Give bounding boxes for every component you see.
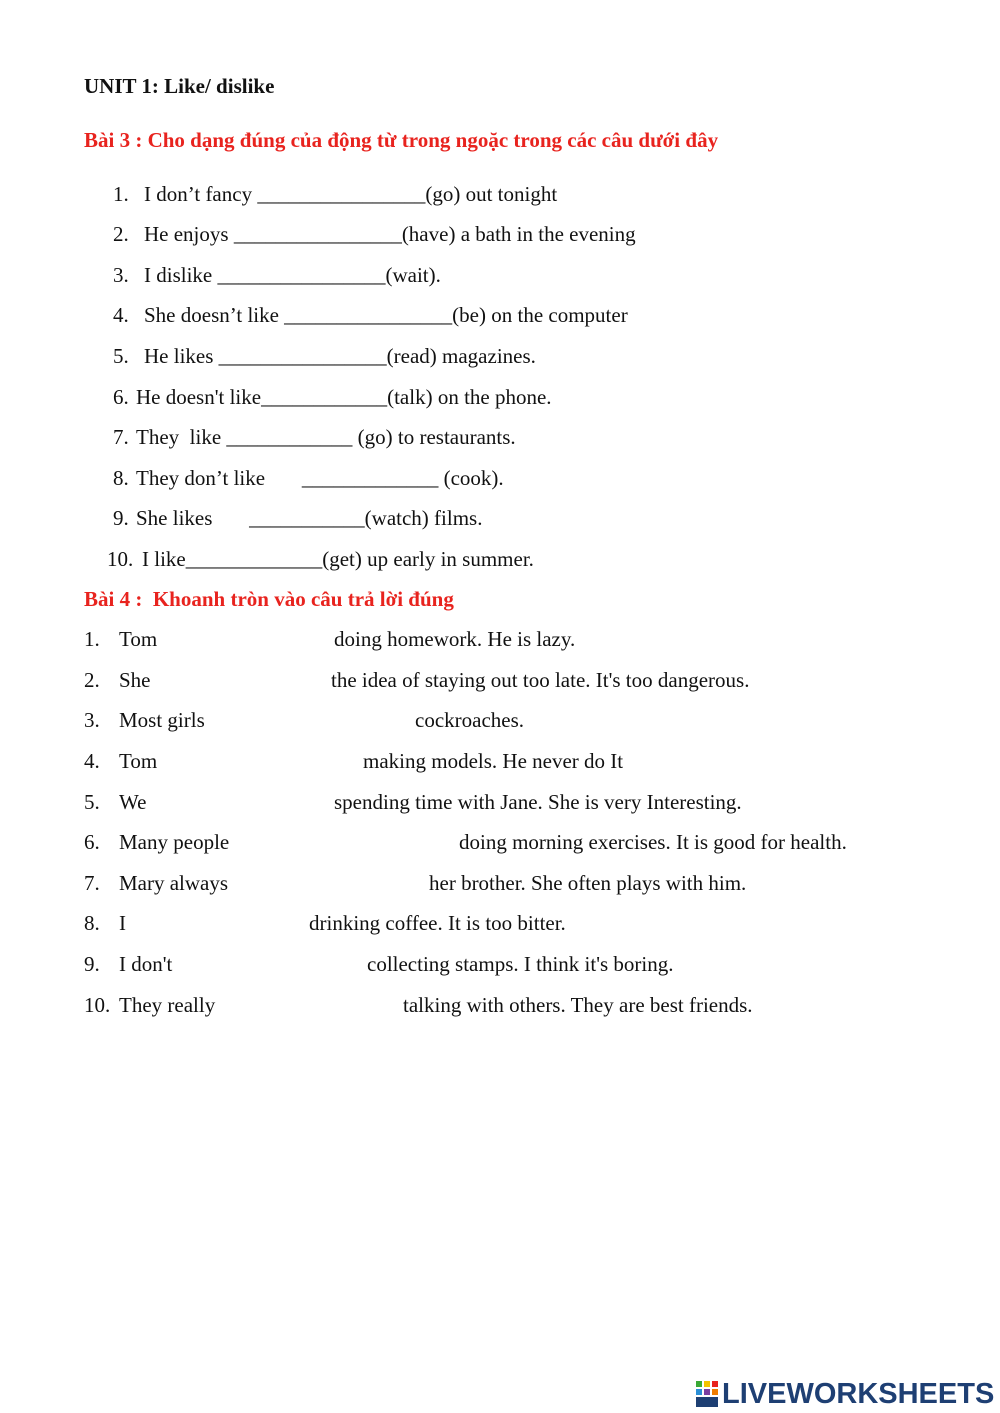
item-number: 10. <box>84 993 111 1017</box>
logo-text: LIVEWORKSHEETS <box>722 1377 995 1410</box>
item-subject: Tom <box>119 627 158 651</box>
item-subject: Tom <box>119 749 158 773</box>
item-number: 2. <box>84 668 100 692</box>
item-subject: We <box>119 790 147 814</box>
item-number: 8. <box>113 466 129 490</box>
item-text: They like ____________ (go) to restaurants. <box>136 425 516 449</box>
liveworksheets-logo <box>696 1378 994 1410</box>
item-rest: drinking coffee. It is too bitter. <box>309 911 566 935</box>
item-rest: spending time with Jane. She is very Interesting. <box>334 790 742 814</box>
item-number: 6. <box>113 385 129 409</box>
unit-title: UNIT 1: Like/ dislike <box>84 74 275 98</box>
liveworksheets-logo-icon <box>696 1381 718 1407</box>
item-text: He likes ________________(read) magazines. <box>144 344 536 368</box>
item-number: 7. <box>84 871 100 895</box>
item-number: 7. <box>113 425 129 449</box>
item-number: 2. <box>113 222 129 246</box>
item-subject: I don't <box>119 952 173 976</box>
item-subject: Mary always <box>119 871 229 895</box>
item-text: He enjoys ________________(have) a bath in the evening <box>144 222 636 246</box>
item-subject: I <box>119 911 126 935</box>
item-rest: doing homework. He is lazy. <box>334 627 576 651</box>
item-number: 5. <box>113 344 129 368</box>
item-number: 3. <box>84 708 100 732</box>
exercise-3-heading: Bài 3 : Cho dạng đúng của động từ trong ngoặc trong các câu dưới đây <box>84 128 719 152</box>
item-rest: collecting stamps. I think it's boring. <box>367 952 674 976</box>
item-number: 4. <box>84 749 100 773</box>
item-text: I like_____________(get) up early in summer. <box>142 547 534 571</box>
item-rest: making models. He never do It <box>363 749 624 773</box>
item-number: 6. <box>84 830 100 854</box>
item-rest: her brother. She often plays with him. <box>429 871 747 895</box>
item-subject: Many people <box>119 830 230 854</box>
item-number: 8. <box>84 911 100 935</box>
item-number: 4. <box>113 303 129 327</box>
item-rest: cockroaches. <box>415 708 525 732</box>
item-text: They don’t like _____________ (cook). <box>136 466 504 490</box>
item-number: 10. <box>107 547 134 571</box>
item-text: I dislike ________________(wait). <box>144 263 441 287</box>
exercise-4-heading: Bài 4 : Khoanh tròn vào câu trả lời đúng <box>84 587 454 611</box>
item-text: She doesn’t like ________________(be) on the computer <box>144 303 628 327</box>
item-number: 9. <box>84 952 100 976</box>
item-subject: She <box>119 668 151 692</box>
item-text: She likes ___________(watch) films. <box>136 506 483 530</box>
item-text: I don’t fancy ________________(go) out tonight <box>144 182 558 206</box>
item-number: 9. <box>113 506 129 530</box>
item-text: He doesn't like____________(talk) on the phone. <box>136 385 552 409</box>
item-number: 3. <box>113 263 129 287</box>
item-rest: the idea of staying out too late. It's too dangerous. <box>331 668 750 692</box>
item-number: 1. <box>84 627 100 651</box>
item-rest: doing morning exercises. It is good for health. <box>459 830 847 854</box>
item-subject: They really <box>119 993 216 1017</box>
item-rest: talking with others. They are best friends. <box>403 993 753 1017</box>
item-subject: Most girls <box>119 708 205 732</box>
item-number: 5. <box>84 790 100 814</box>
item-number: 1. <box>113 182 129 206</box>
